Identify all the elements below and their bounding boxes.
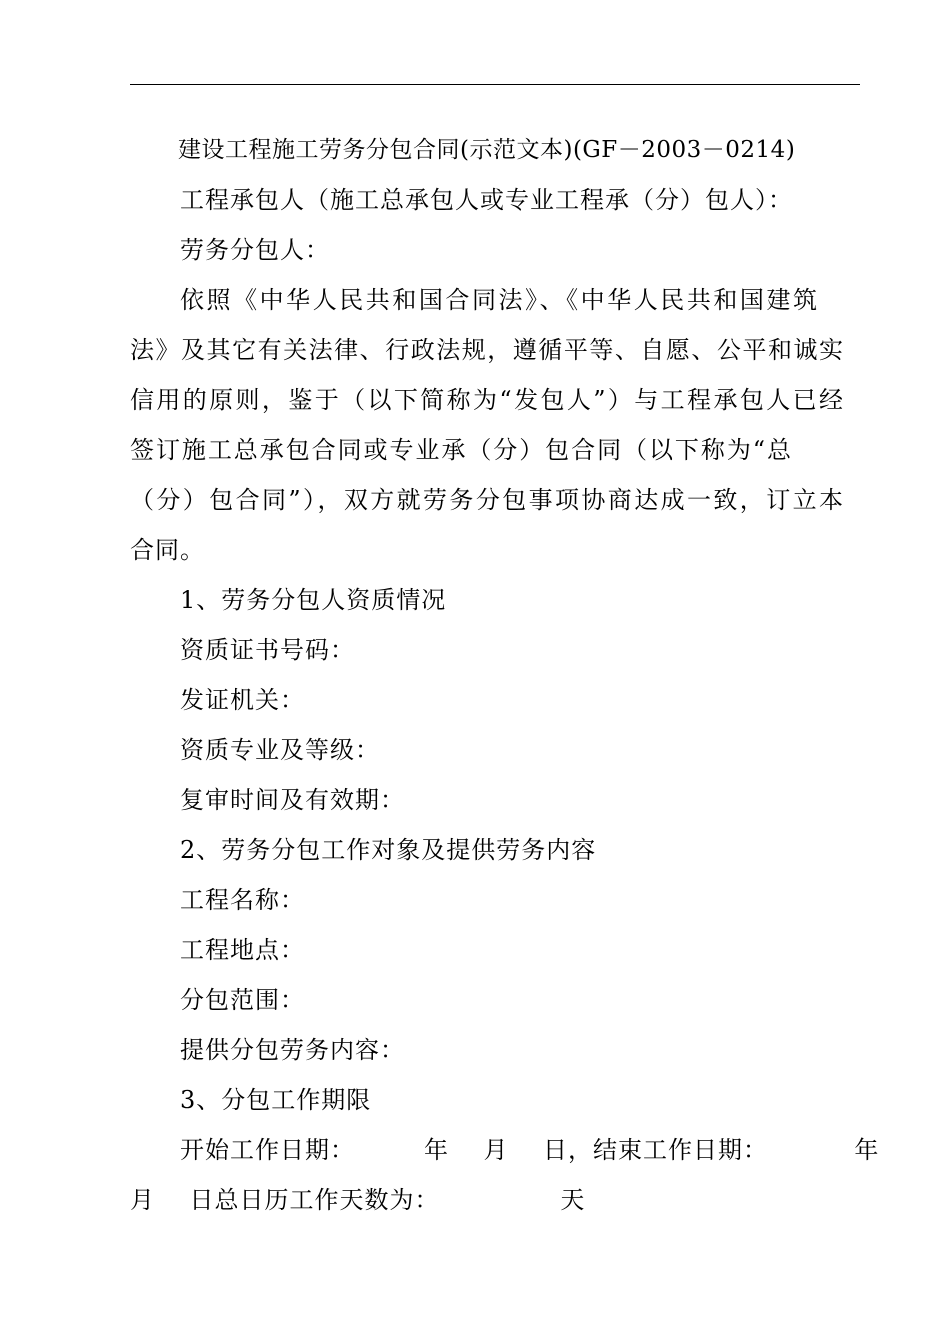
section-heading: 2、劳务分包工作对象及提供劳务内容 — [180, 836, 597, 864]
work-period-line: 月 日总日历工作天数为： 天 — [130, 1186, 586, 1214]
field-label: 资质证书号码： — [180, 636, 355, 664]
field-label: 提供分包劳务内容： — [180, 1036, 405, 1064]
party-subcontractor: 劳务分包人： — [180, 236, 330, 264]
preamble-line: 签订施工总承包合同或专业承（分）包合同（以下称为“总 — [130, 436, 792, 464]
preamble-line: 依照《中华人民共和国合同法》、《中华人民共和国建筑 — [180, 286, 818, 314]
field-label: 资质专业及等级： — [180, 736, 380, 764]
field-label: 分包范围： — [180, 986, 305, 1014]
field-label: 工程地点： — [180, 936, 305, 964]
field-label: 工程名称： — [180, 886, 305, 914]
field-label: 复审时间及有效期： — [180, 786, 405, 814]
section-heading: 3、分包工作期限 — [180, 1086, 372, 1114]
document-title: 建设工程施工劳务分包合同(示范文本)(GF－2003－0214) — [178, 137, 796, 163]
preamble-line: 合同。 — [130, 536, 205, 564]
work-period-line: 开始工作日期： 年 月 日，结束工作日期： 年 — [180, 1136, 880, 1164]
section-heading: 1、劳务分包人资质情况 — [180, 586, 447, 614]
party-contractor: 工程承包人（施工总承包人或专业工程承（分）包人）： — [180, 186, 793, 214]
preamble-line: 信用的原则，鉴于（以下简称为“发包人”）与工程承包人已经 — [130, 386, 844, 414]
field-label: 发证机关： — [180, 686, 305, 714]
header-rule — [130, 84, 860, 85]
preamble-line: 法》及其它有关法律、行政法规，遵循平等、自愿、公平和诚实 — [130, 336, 844, 364]
preamble-line: （分）包合同”），双方就劳务分包事项协商达成一致，订立本 — [130, 486, 844, 514]
